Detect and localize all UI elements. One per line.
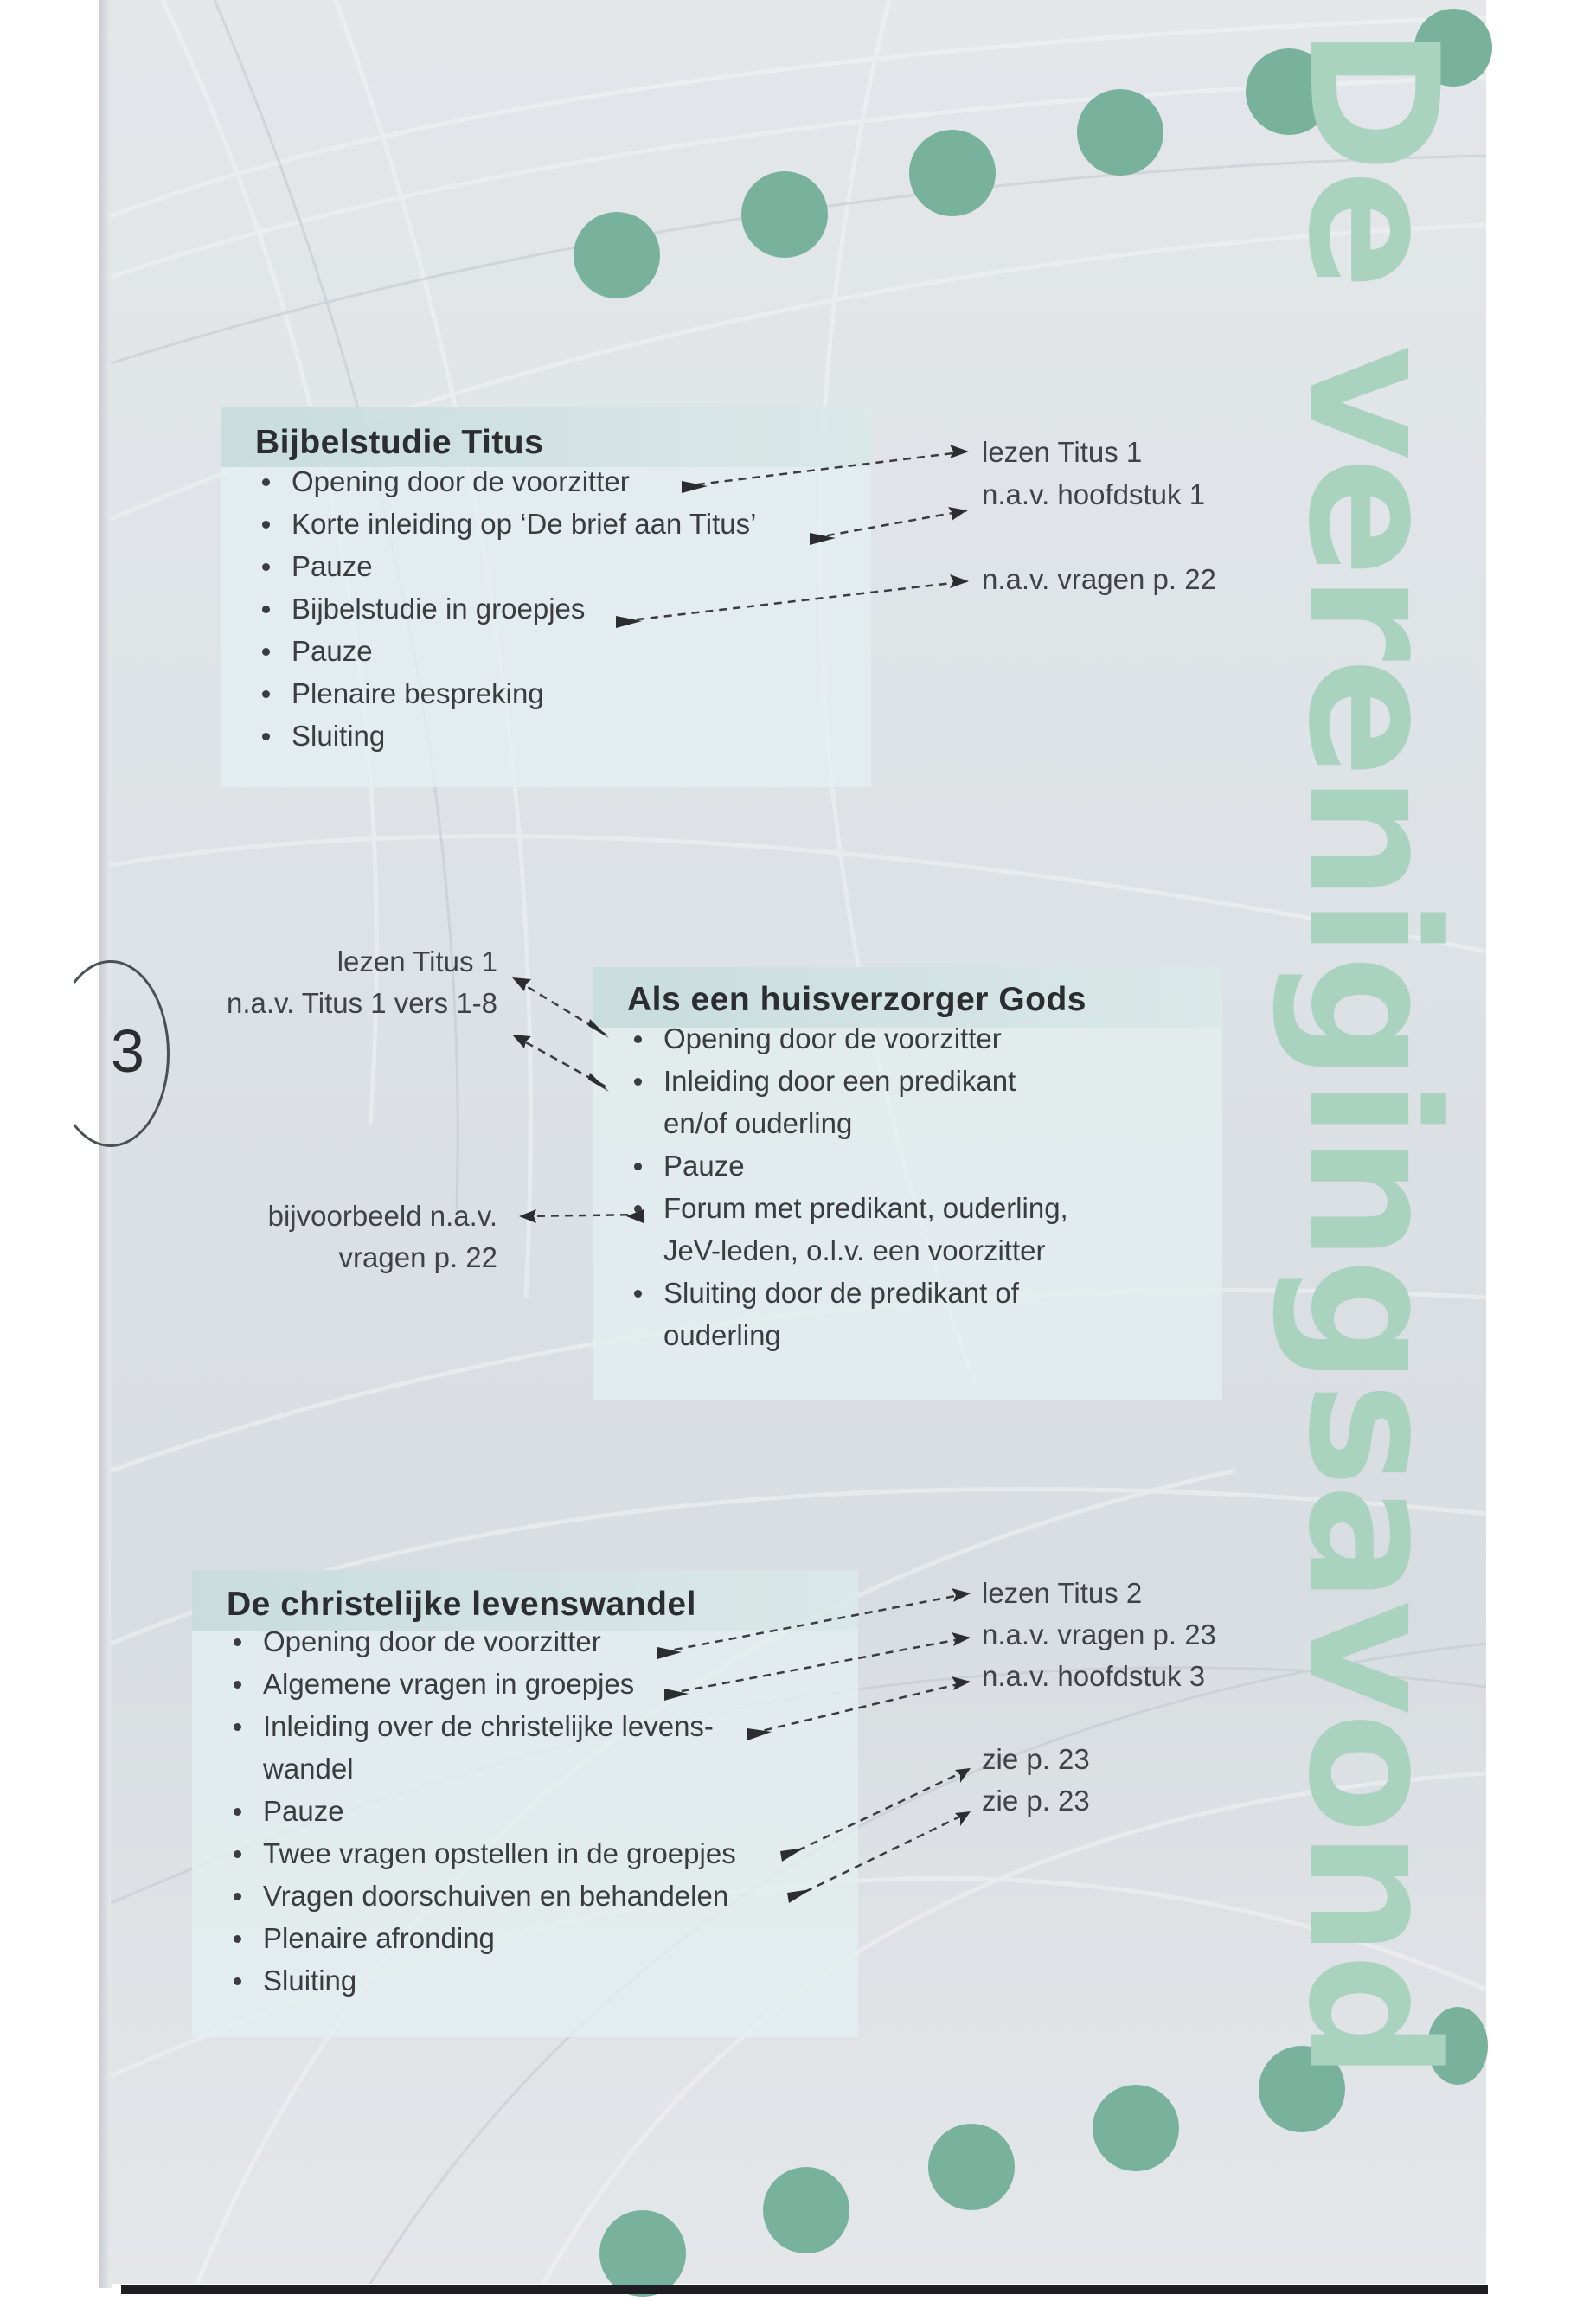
agenda-list bbox=[227, 1620, 858, 2002]
section-title: Bijbelstudie Titus bbox=[255, 424, 544, 461]
list-item: Plenaire bespreking bbox=[255, 672, 871, 715]
margin-note: zie p. 23 bbox=[982, 1743, 1090, 1775]
list-item: Forum met predikant, ouderling, JeV-leden, o.l.v. een voorzitter bbox=[627, 1187, 1222, 1272]
section-huisverzorger-gods bbox=[593, 967, 1222, 1400]
list-item: Vragen doorschuiven en behandelen bbox=[227, 1875, 858, 1917]
section-christelijke-levenswandel bbox=[192, 1570, 858, 2037]
margin-note: bijvoorbeeld n.a.v. bbox=[267, 1200, 497, 1232]
decorative-dot bbox=[928, 2124, 1015, 2210]
decorative-dot bbox=[599, 2210, 686, 2297]
margin-note: n.a.v. hoofdstuk 1 bbox=[982, 478, 1206, 510]
margin-note: lezen Titus 1 bbox=[982, 436, 1143, 468]
margin-note: zie p. 23 bbox=[982, 1785, 1090, 1817]
list-item: Korte inleiding op ‘De brief aan Titus’ bbox=[255, 503, 871, 545]
section-title: Als een huisverzorger Gods bbox=[627, 981, 1086, 1018]
list-item: Pauze bbox=[255, 630, 871, 672]
list-item: Pauze bbox=[627, 1144, 1222, 1187]
list-item: Inleiding over de christelijke levens- wandel bbox=[227, 1705, 858, 1790]
margin-note: vragen p. 22 bbox=[338, 1241, 497, 1273]
decorative-dot bbox=[741, 171, 828, 258]
list-item: Sluiting door de predikant of ouderling bbox=[627, 1272, 1222, 1356]
margin-note: n.a.v. vragen p. 22 bbox=[982, 563, 1216, 595]
list-item: Sluiting bbox=[227, 1959, 858, 2002]
agenda-list bbox=[255, 460, 871, 757]
decorative-dot bbox=[1077, 89, 1163, 176]
list-item: Plenaire afronding bbox=[227, 1917, 858, 1959]
margin-note: n.a.v. Titus 1 vers 1-8 bbox=[226, 987, 497, 1019]
list-item: Bijbelstudie in groepjes bbox=[255, 587, 871, 630]
decorative-dot bbox=[909, 130, 996, 216]
list-item: Pauze bbox=[255, 545, 871, 587]
list-item: Algemene vragen in groepjes bbox=[227, 1663, 858, 1705]
margin-note: n.a.v. vragen p. 23 bbox=[982, 1618, 1216, 1650]
list-item: Opening door de voorzitter bbox=[227, 1620, 858, 1663]
agenda-list bbox=[627, 1017, 1222, 1356]
page-number: 3 bbox=[111, 1017, 144, 1085]
section-bijbelstudie-titus bbox=[221, 407, 871, 787]
list-item: Inleiding door een predikant en/of ouderling bbox=[627, 1060, 1222, 1144]
margin-note: n.a.v. hoofdstuk 3 bbox=[982, 1660, 1206, 1692]
list-item: Opening door de voorzitter bbox=[627, 1017, 1222, 1060]
bottom-bar bbox=[121, 2285, 1488, 2294]
margin-note: lezen Titus 1 bbox=[337, 945, 497, 977]
decorative-dot bbox=[1093, 2085, 1179, 2171]
list-item: Twee vragen opstellen in de groepjes bbox=[227, 1832, 858, 1875]
margin-note: lezen Titus 2 bbox=[982, 1577, 1143, 1609]
vertical-title: De verenigingsavond bbox=[1269, 26, 1475, 2077]
list-item: Pauze bbox=[227, 1790, 858, 1832]
decorative-dot bbox=[763, 2167, 849, 2253]
list-item: Opening door de voorzitter bbox=[255, 460, 871, 503]
section-title: De christelijke levenswandel bbox=[227, 1586, 696, 1623]
list-item: Sluiting bbox=[255, 715, 871, 757]
decorative-dot bbox=[574, 212, 660, 298]
